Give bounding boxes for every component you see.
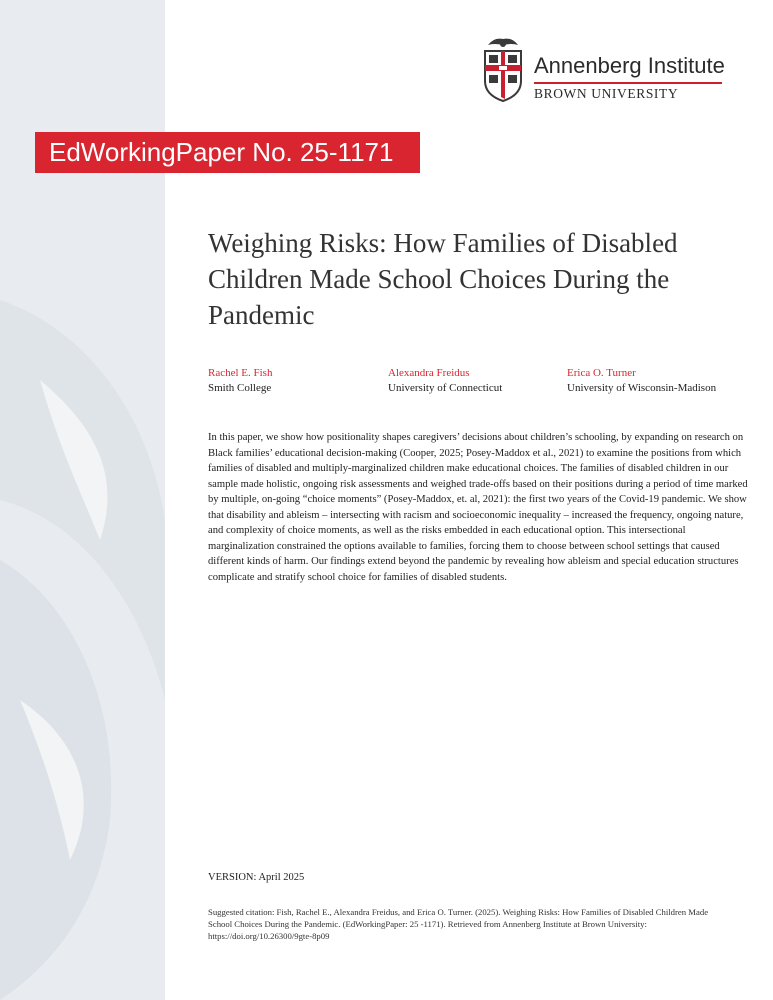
version-label: VERSION: April 2025 bbox=[208, 872, 305, 883]
author-name: Rachel E. Fish bbox=[208, 367, 273, 379]
author-3 bbox=[567, 366, 716, 396]
working-paper-banner: EdWorkingPaper No. 25-1171 bbox=[35, 132, 420, 173]
institute-name: Annenberg Institute bbox=[534, 53, 725, 78]
author-name: Erica O. Turner bbox=[567, 367, 636, 379]
annenberg-logo bbox=[482, 35, 732, 107]
author-affiliation: Smith College bbox=[208, 382, 272, 394]
abstract: In this paper, we show how positionality shapes caregivers’ decisions about children’s schooling, by expanding on research on Black families’ educational decision-making (Cooper, 2025; Posey-Maddox et al., 2021) to examine the positions from which families of disabled and multiply-marginalized children make educational choices. The families of disabled children in our sample made holistic, ongoing risk assessments and weighed trade-offs based on their positions during a period of time marked by multiple, on-going “choice moments” (Posey-Maddox, et. al, 2021): the first two years of the Covid-19 pandemic. We show that disability and ableism – intersecting with racism and socioeconomic inequality – increased the frequency, ongoing nature, and complexity of choice moments, as well as the risks embedded in each educational option. This intersectional marginalization constrained the options available to families, forcing them to choose between school settings that caused different kinds of harm. Our findings extend beyond the pandemic by revealing how ableism and special education structures complicate and stratify school choice for families of disabled students. bbox=[208, 432, 748, 583]
author-affiliation: University of Connecticut bbox=[388, 382, 503, 394]
author-affiliation: University of Wisconsin-Madison bbox=[567, 382, 717, 394]
logo-divider bbox=[534, 82, 722, 84]
university-name: BROWN UNIVERSITY bbox=[534, 86, 679, 101]
author-name: Alexandra Freidus bbox=[388, 367, 470, 379]
author-2 bbox=[388, 366, 502, 396]
suggested-citation: Suggested citation: Fish, Rachel E., Alexandra Freidus, and Erica O. Turner. (2025). Weighing Risks: How Families of Disabled Children Made School Choices During the Pandemic. (EdWorkingPaper: 25 -1171). Retrieved from Annenberg Institute at Brown University: https://doi.org/10.26300/9gte-8p09 bbox=[208, 907, 709, 941]
brown-crest-icon bbox=[482, 35, 524, 103]
paper-title: Weighing Risks: How Families of Disabled Children Made School Choices During the Pandemic bbox=[208, 228, 678, 330]
author-1 bbox=[208, 366, 272, 396]
